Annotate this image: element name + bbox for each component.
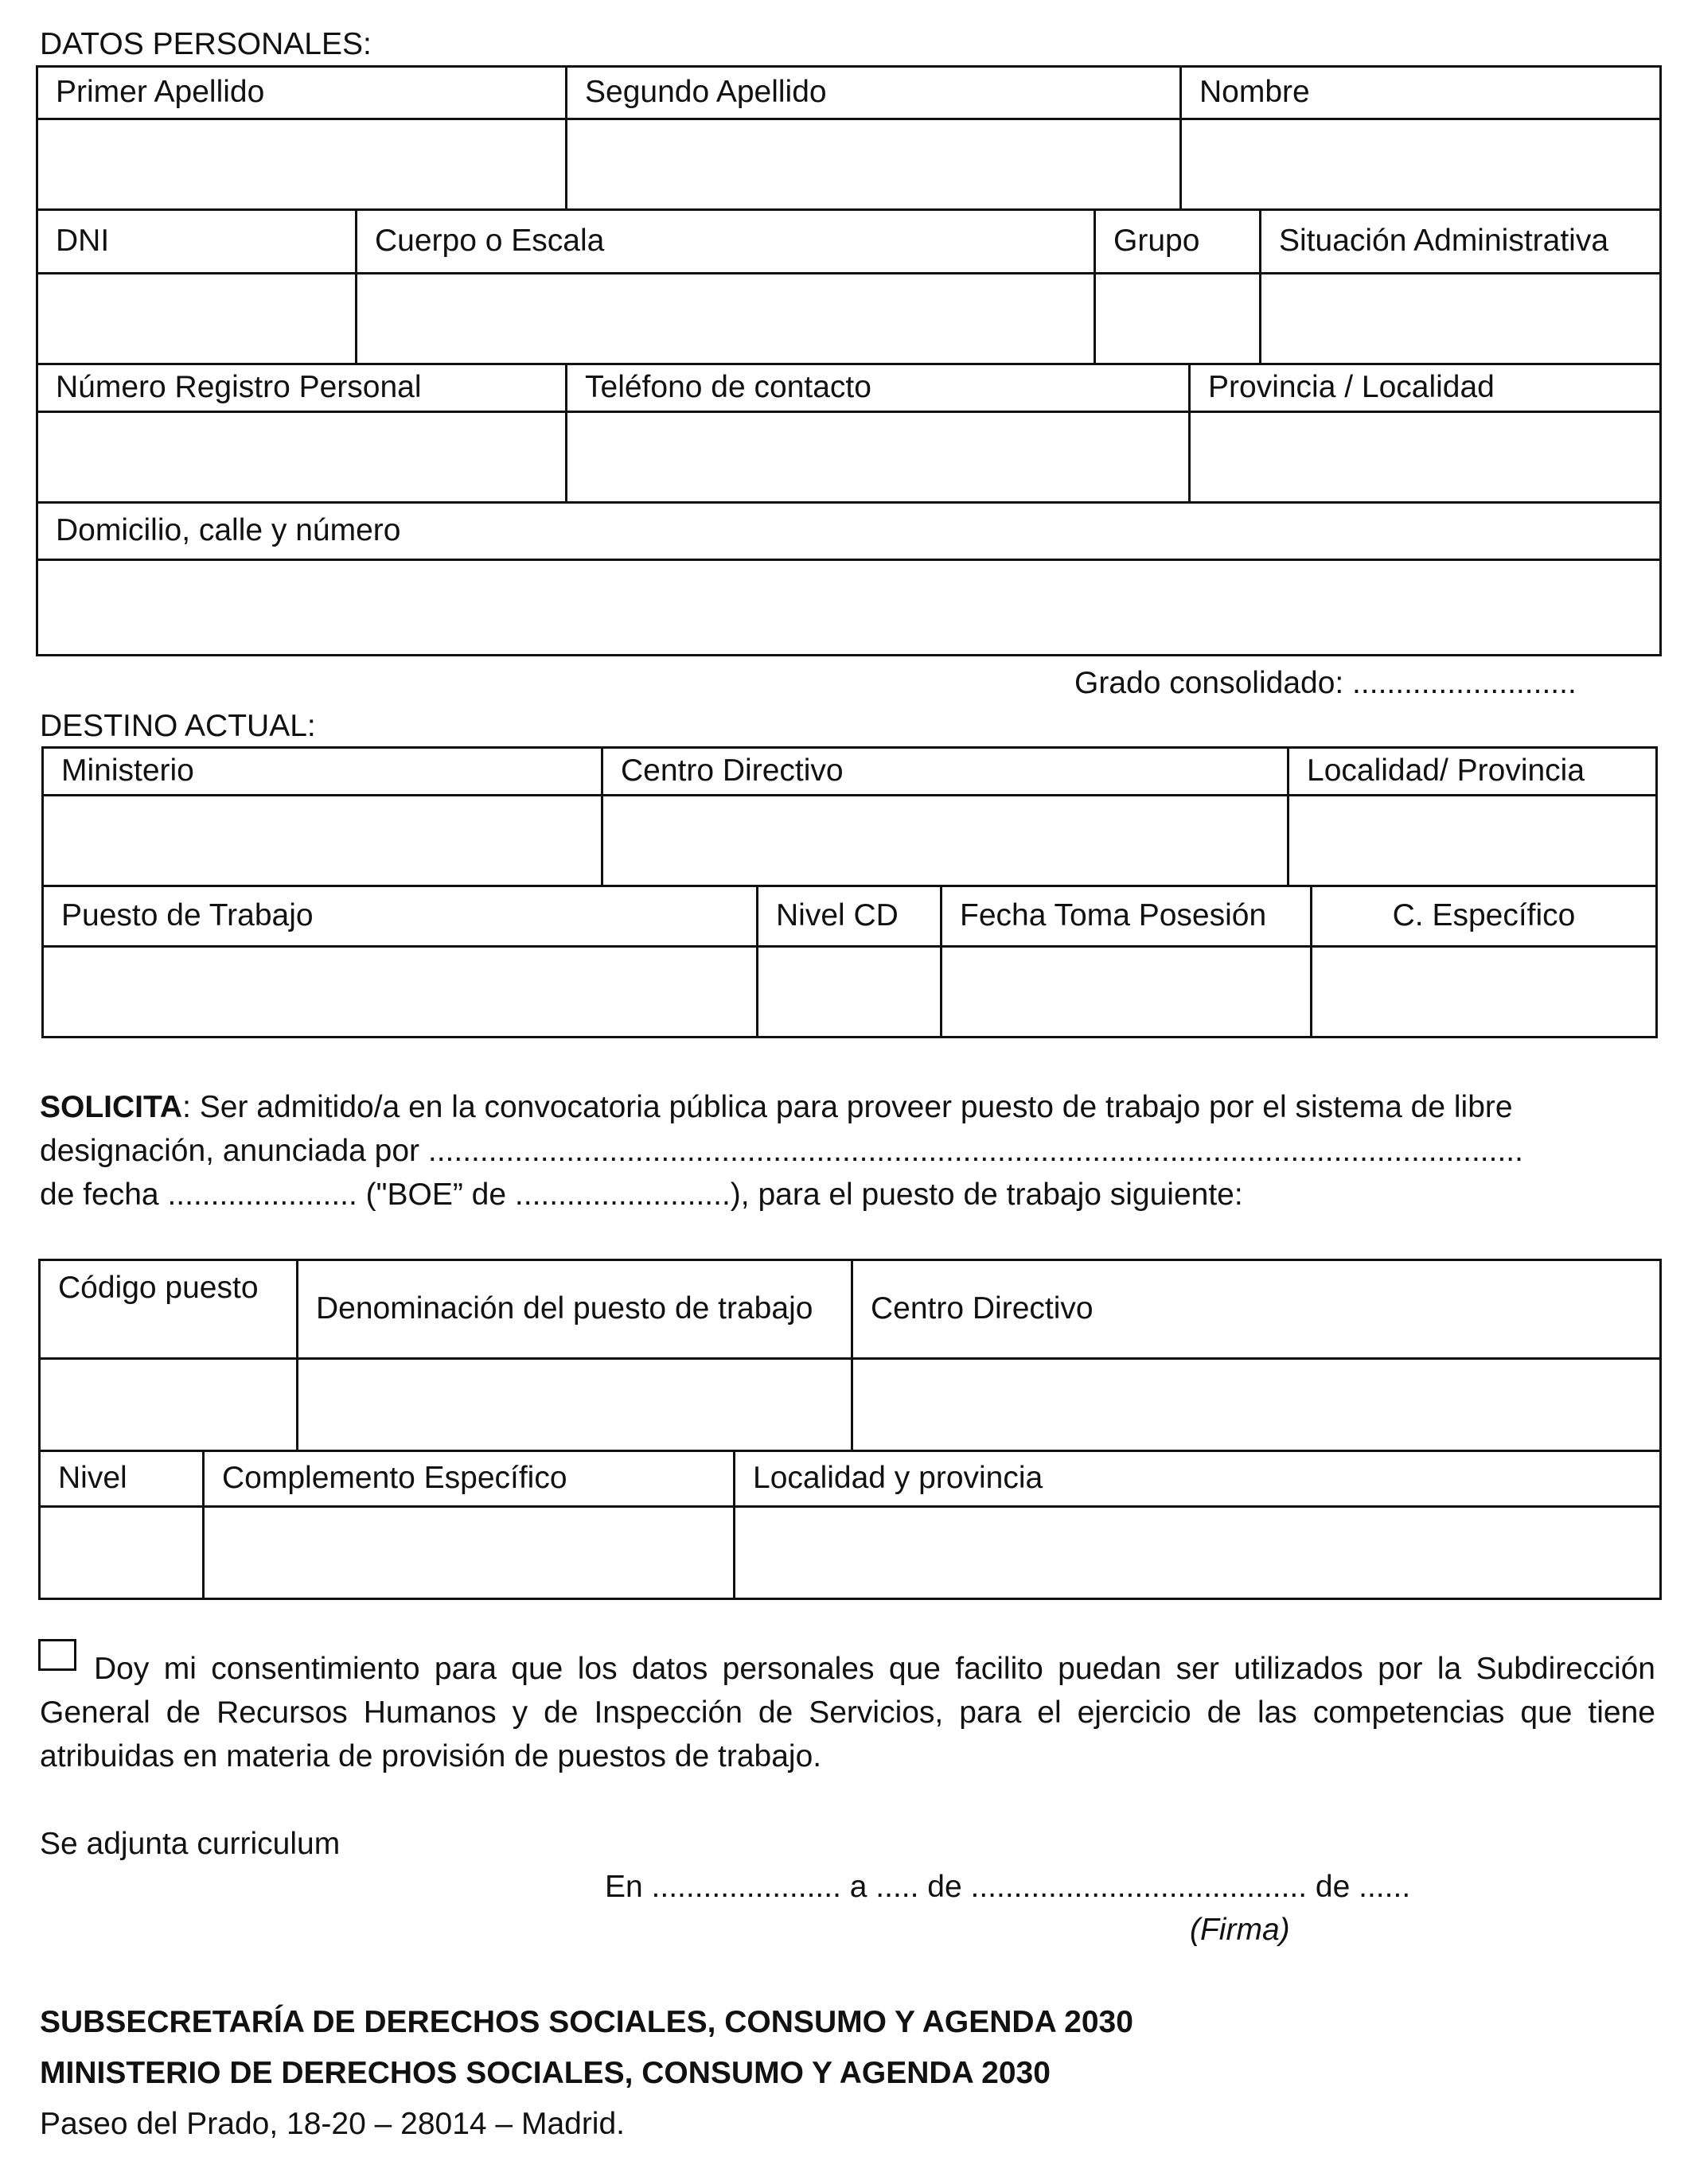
label-complemento: Complemento Específico [204, 1451, 735, 1507]
input-segundo-apellido[interactable] [567, 119, 1181, 210]
input-ministerio[interactable] [43, 796, 602, 886]
label-codigo-puesto: Código puesto [40, 1260, 298, 1359]
input-fecha-posesion[interactable] [942, 947, 1312, 1037]
personal-data-table-d [36, 501, 1662, 656]
label-ministerio: Ministerio [43, 748, 602, 796]
input-dni[interactable] [37, 274, 357, 364]
input-codigo-puesto[interactable] [40, 1359, 298, 1451]
puesto-solicitado-table-a [38, 1259, 1662, 1452]
label-denominacion: Denominación del puesto de trabajo [298, 1260, 852, 1359]
label-nivel: Nivel [40, 1451, 204, 1507]
label-centro-directivo: Centro Directivo [602, 748, 1288, 796]
destino-table-a [41, 746, 1658, 887]
label-primer-apellido: Primer Apellido [37, 67, 567, 119]
input-nrp[interactable] [37, 412, 567, 503]
label-nombre: Nombre [1181, 67, 1661, 119]
label-fecha-posesion: Fecha Toma Posesión [942, 886, 1312, 947]
personal-data-table-c [36, 363, 1662, 504]
input-localidad-provincia[interactable] [1288, 796, 1657, 886]
label-centro-directivo-solicitado: Centro Directivo [852, 1260, 1661, 1359]
label-provincia: Provincia / Localidad [1190, 364, 1661, 412]
footer-address: Paseo del Prado, 18-20 – 28014 – Madrid. [40, 2107, 626, 2141]
input-c-especifico[interactable] [1312, 947, 1657, 1037]
input-provincia[interactable] [1190, 412, 1661, 503]
footer-subsecretaria: SUBSECRETARÍA DE DERECHOS SOCIALES, CONSUMO Y AGENDA 2030 [40, 2005, 1133, 2039]
input-complemento[interactable] [204, 1507, 735, 1599]
label-segundo-apellido: Segundo Apellido [567, 67, 1181, 119]
label-c-especifico: C. Específico [1312, 886, 1657, 947]
firma-label: (Firma) [1190, 1913, 1290, 1947]
puesto-solicitado-table-b [38, 1450, 1662, 1600]
label-nivel-cd: Nivel CD [758, 886, 942, 947]
solicita-line-2: designación, anunciada por ............................................................................................................................... [40, 1134, 1523, 1168]
solicita-line-3: de fecha ...................... ("BOE” de .........................), para el puesto de trabajo siguiente: [40, 1178, 1243, 1212]
label-grupo: Grupo [1095, 210, 1261, 274]
label-dni: DNI [37, 210, 357, 274]
input-centro-directivo-solicitado[interactable] [852, 1359, 1661, 1451]
solicita-line-1 [40, 1092, 1513, 1123]
section-title-destino: DESTINO ACTUAL: [40, 709, 316, 743]
label-cuerpo-escala: Cuerpo o Escala [357, 210, 1095, 274]
input-primer-apellido[interactable] [37, 119, 567, 210]
label-domicilio: Domicilio, calle y número [37, 503, 1661, 560]
input-denominacion[interactable] [298, 1359, 852, 1451]
input-cuerpo-escala[interactable] [357, 274, 1095, 364]
label-nrp: Número Registro Personal [37, 364, 567, 412]
footer-ministerio: MINISTERIO DE DERECHOS SOCIALES, CONSUMO Y AGENDA 2030 [40, 2056, 1051, 2090]
input-centro-directivo[interactable] [602, 796, 1288, 886]
input-puesto-trabajo[interactable] [43, 947, 758, 1037]
solicita-label: SOLICITA [40, 1090, 183, 1124]
input-telefono[interactable] [567, 412, 1190, 503]
input-localidad-solicitada[interactable] [735, 1507, 1661, 1599]
input-situacion[interactable] [1261, 274, 1661, 364]
grado-consolidado: Grado consolidado: .......................... [1074, 666, 1577, 700]
label-localidad-provincia: Localidad/ Provincia [1288, 748, 1657, 796]
input-nivel-cd[interactable] [758, 947, 942, 1037]
input-nivel[interactable] [40, 1507, 204, 1599]
input-nombre[interactable] [1181, 119, 1661, 210]
label-telefono: Teléfono de contacto [567, 364, 1190, 412]
input-grupo[interactable] [1095, 274, 1261, 364]
fecha-firma: En ...................... a ..... de ....................................... de ...... [605, 1870, 1411, 1904]
section-title-personal: DATOS PERSONALES: [40, 27, 372, 61]
personal-data-table-b [36, 208, 1662, 365]
label-localidad-solicitada: Localidad y provincia [735, 1451, 1661, 1507]
adjunta-curriculum: Se adjunta curriculum [40, 1827, 341, 1861]
input-domicilio[interactable] [37, 560, 1661, 656]
consent-text: Doy mi consentimiento para que los datos personales que facilito puedan ser utilizados por la Subdirección General de Recursos Humanos y de Inspección de Servicios, para el ejercicio de las competencias que tiene atribuidas en materia de provisión de puestos de trabajo. [40, 1652, 1655, 1773]
label-situacion: Situación Administrativa [1261, 210, 1661, 274]
personal-data-table-a [36, 65, 1662, 211]
destino-table-b [41, 885, 1658, 1038]
solicita-text-1: : Ser admitido/a en la convocatoria pública para proveer puesto de trabajo por el sistema de libre [182, 1090, 1513, 1124]
label-puesto-trabajo: Puesto de Trabajo [43, 886, 758, 947]
